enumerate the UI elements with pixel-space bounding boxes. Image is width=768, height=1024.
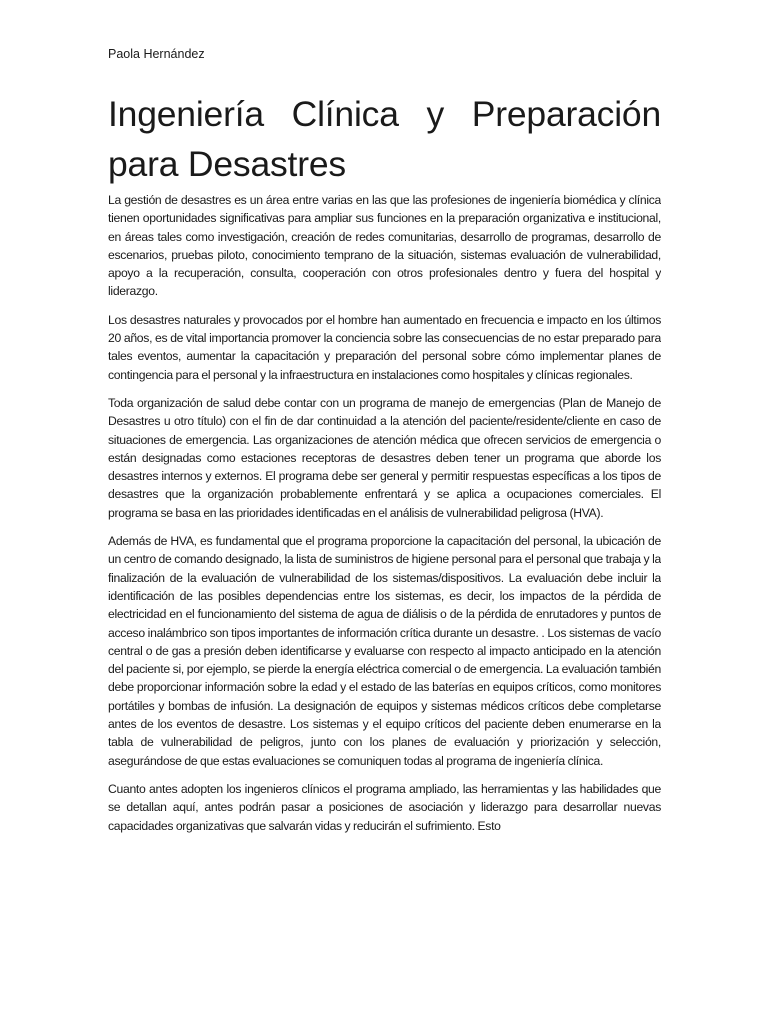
paragraph-1: La gestión de desastres es un área entre varias en las que las profesiones de ingeniería biomédica y clínica tienen oportunidades significativas para ampliar sus funciones en la preparación organizativa e institucional, en áreas tales como investigación, creación de redes comunitarias, desarrollo de programas, desarrollo de escenarios, pruebas piloto, conocimiento temprano de la situación, sistemas evaluación de vulnerabilidad, apoyo a la recuperación, consulta, cooperación con otros profesionales dentro y fuera del hospital y liderazgo.: [108, 193, 661, 299]
paragraph-2: Los desastres naturales y provocados por el hombre han aumentado en frecuencia e impacto en los últimos 20 años, es de vital importancia promover la conciencia sobre las consecuencias de no estar preparado para tales eventos, aumentar la capacitación y preparación del personal sobre cómo implementar planes de contingencia para el personal y la infraestructura en instalaciones como hospitales y clínicas regionales.: [108, 312, 661, 382]
paragraph-3: Toda organización de salud debe contar con un programa de manejo de emergencias (Plan de Manejo de Desastres u otro título) con el fin de dar continuidad a la atención del paciente/residente/cliente en caso de situaciones de emergencia. Las organizaciones de atención médica que ofrecen servicios de emergencia o están designadas como estaciones receptoras de desastres deben tener un programa que aborde los desastres internos y externos. El programa debe ser general y permitir respuestas específicas a los tipos de desastres que la organización probablemente enfrentará y se aplica a ocupaciones comerciales. El programa se basa en las prioridades identificadas en el análisis de vulnerabilidad peligrosa (HVA).: [108, 395, 661, 520]
paragraph-5: Cuanto antes adopten los ingenieros clínicos el programa ampliado, las herramientas y las habilidades que se detallan aquí, antes podrán pasar a posiciones de asociación y liderazgo para desarrollar nuevas capacidades organizativas que salvarán vidas y reducirán el sufrimiento. Esto: [108, 781, 661, 833]
document-body: [108, 191, 661, 845]
document-title: Ingeniería Clínica y Preparación para Desastres: [108, 94, 661, 184]
document-page: [108, 0, 661, 1024]
author-name: Paola Hernández: [108, 47, 205, 61]
paragraph-4: Además de HVA, es fundamental que el programa proporcione la capacitación del personal, la ubicación de un centro de comando designado, la lista de suministros de higiene personal para el personal que trabaja y la finalización de la evaluación de vulnerabilidad de los sistemas/dispositivos. La evaluación debe incluir la identificación de las posibles dependencias entre los sistemas, es decir, los impactos de la pérdida de electricidad en el funcionamiento del sistema de agua de diálisis o de la pérdida de enrutadores y puntos de acceso inalámbrico son tipos importantes de información crítica durante un desastre. . Los sistemas de vacío central o de gas a presión deben identificarse y evaluarse con respecto al impacto anticipado en la atención del paciente si, por ejemplo, se pierde la energía eléctrica comercial o de emergencia. La evaluación también debe proporcionar información sobre la edad y el estado de las baterías en equipos críticos, como monitores portátiles y bombas de infusión. La designación de equipos y sistemas médicos críticos debe completarse antes de los eventos de desastre. Los sistemas y el equipo críticos del paciente deben enumerarse en la tabla de vulnerabilidad de peligros, junto con los planes de evaluación y priorización y selección, asegurándose de que estas evaluaciones se comuniquen todas al programa de ingeniería clínica.: [108, 534, 661, 768]
